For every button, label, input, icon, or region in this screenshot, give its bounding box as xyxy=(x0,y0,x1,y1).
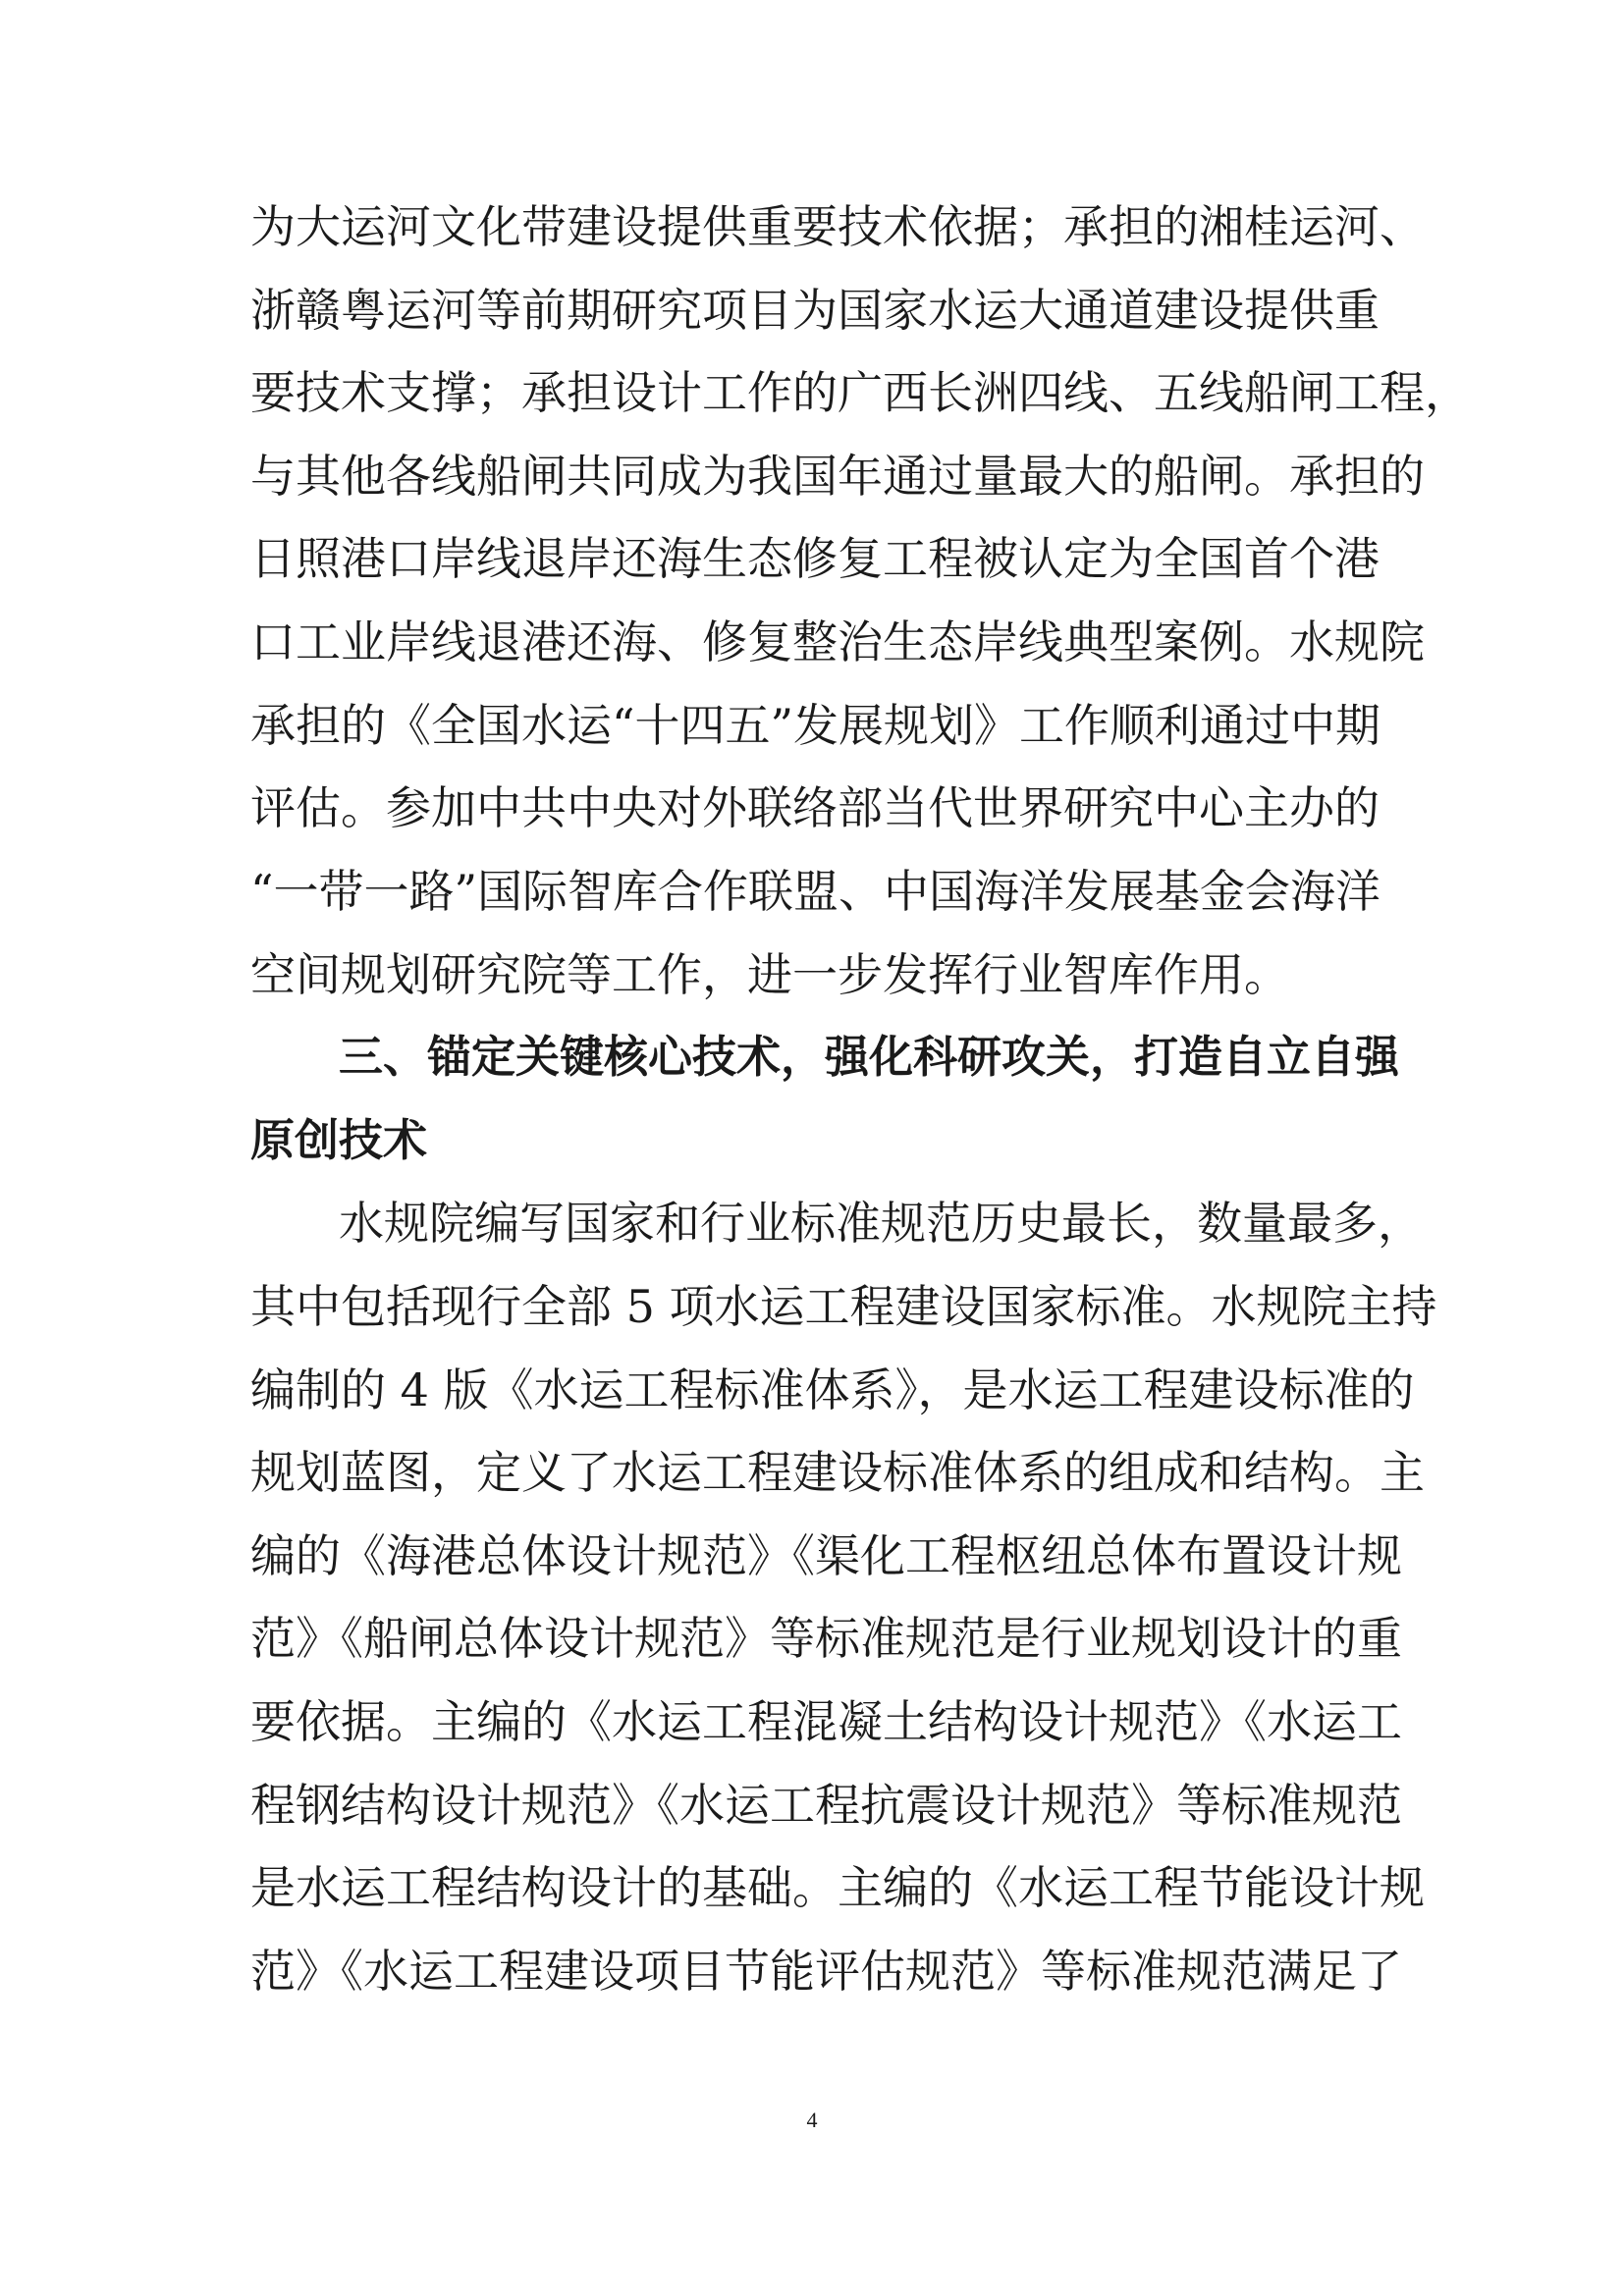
body-text-line: 要技术支撑；承担设计工作的广西长洲四线、五线船闸工程， xyxy=(250,366,1470,419)
section-heading: 三、锚定关键核心技术，强化科研攻关，打造自立自强 xyxy=(339,1031,1400,1083)
body-text-line: 口工业岸线退港还海、修复整治生态岸线典型案例。水规院 xyxy=(250,615,1425,668)
body-text-line: 其中包括现行全部 5 项水运工程建设国家标准。水规院主持 xyxy=(250,1280,1437,1333)
body-text-line: 程钢结构设计规范》《水运工程抗震设计规范》等标准规范 xyxy=(250,1779,1402,1832)
page-number: 4 xyxy=(806,2108,818,2132)
body-text-line: 编的《海港总体设计规范》《渠化工程枢纽总体布置设计规 xyxy=(250,1529,1402,1582)
body-text-line: 编制的 4 版《水运工程标准体系》，是水运工程建设标准的 xyxy=(250,1363,1415,1416)
body-text-line: 承担的《全国水运“十四五”发展规划》工作顺利通过中期 xyxy=(250,699,1381,752)
body-text-line: 与其他各线船闸共同成为我国年通过量最大的船闸。承担的 xyxy=(250,450,1425,503)
body-text-line: 空间规划研究院等工作，进一步发挥行业智库作用。 xyxy=(250,948,1289,1001)
section-heading: 原创技术 xyxy=(250,1114,428,1166)
body-text-line: 是水运工程结构设计的基础。主编的《水运工程节能设计规 xyxy=(250,1861,1425,1914)
body-text-line: 日照港口岸线退岸还海生态修复工程被认定为全国首个港 xyxy=(250,532,1380,585)
body-text-line: 范》《水运工程建设项目节能评估规范》等标准规范满足了 xyxy=(250,1945,1402,1998)
body-text-line: 为大运河文化带建设提供重要技术依据；承担的湘桂运河、 xyxy=(250,200,1425,253)
body-text-line: 水规院编写国家和行业标准规范历史最长，数量最多， xyxy=(339,1197,1423,1250)
body-text-line: 范》《船闸总体设计规范》等标准规范是行业规划设计的重 xyxy=(250,1612,1402,1665)
body-text-line: 浙赣粤运河等前期研究项目为国家水运大通道建设提供重 xyxy=(250,284,1380,337)
body-text-line: 规划蓝图，定义了水运工程建设标准体系的组成和结构。主 xyxy=(250,1446,1425,1499)
body-text-line: 要依据。主编的《水运工程混凝土结构设计规范》《水运工 xyxy=(250,1695,1402,1748)
body-text-line: 评估。参加中共中央对外联络部当代世界研究中心主办的 xyxy=(250,781,1380,834)
body-text-line: “一带一路”国际智库合作联盟、中国海洋发展基金会海洋 xyxy=(250,865,1381,918)
